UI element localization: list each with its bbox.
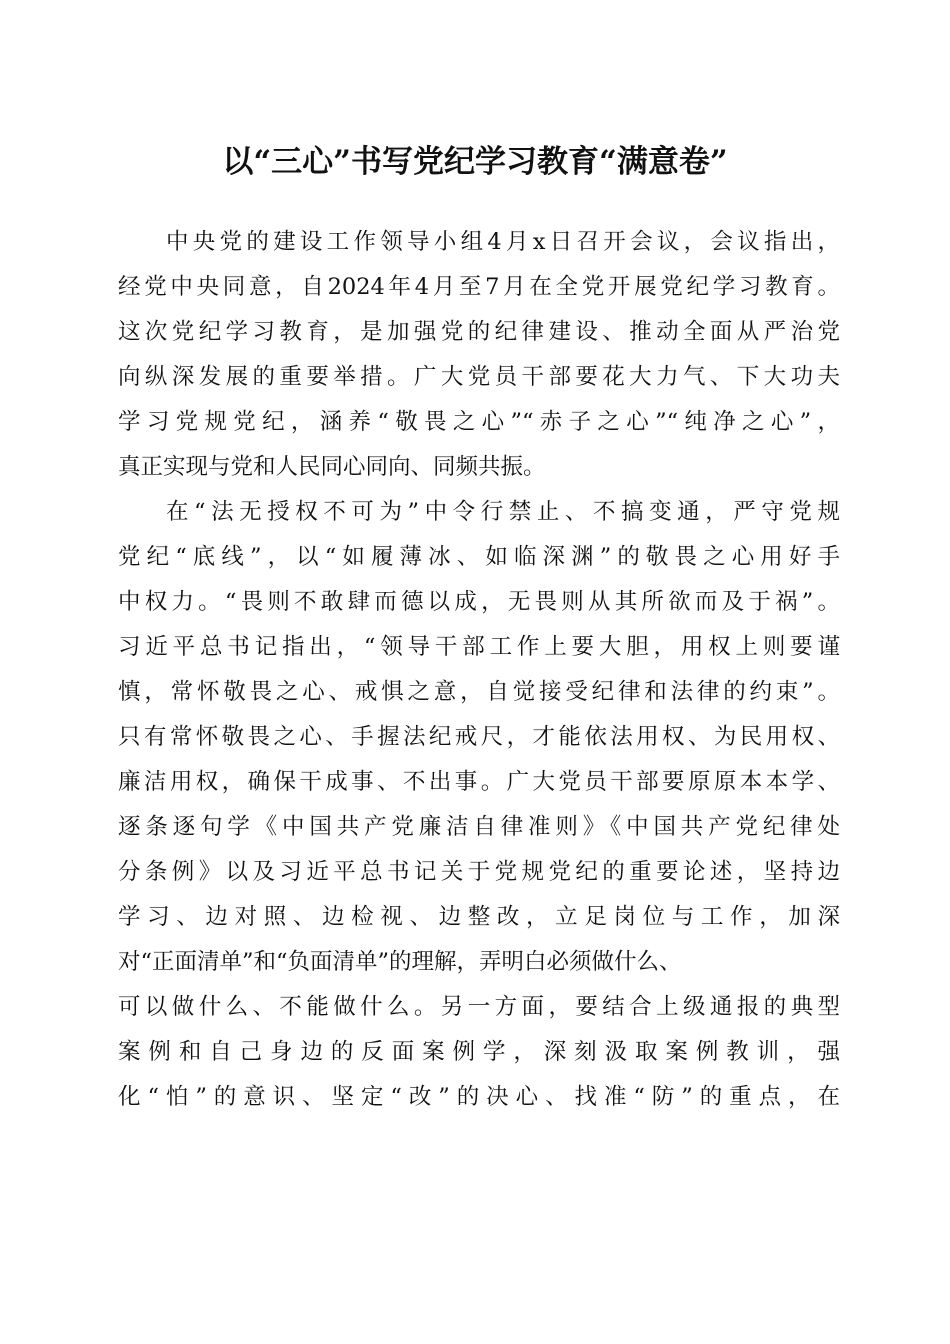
paragraph-line: 廉洁用权，确保干成事、不出事。广大党员干部要原原本本学、 xyxy=(118,769,840,795)
paragraph-line: 习近平总书记指出，“领导干部工作上要大胆，用权上则要谨 xyxy=(118,634,840,660)
paragraph-line: 这次党纪学习教育，是加强党的纪律建设、推动全面从严治党 xyxy=(118,319,840,345)
paragraph-line: 慎，常怀敬畏之心、戒惧之意，自觉接受纪律和法律的约束”。 xyxy=(118,679,840,705)
paragraph-line: 学习党规党纪，涵养“敬畏之心”“赤子之心”“纯净之心”， xyxy=(118,409,840,435)
paragraph-2 xyxy=(118,490,840,1120)
paragraph-1 xyxy=(118,220,840,490)
paragraph-line: 对“正面清单”和“负面清单”的理解，弄明白必须做什么、 xyxy=(118,949,682,975)
paragraph-line: 分条例》以及习近平总书记关于党规党纪的重要论述，坚持边 xyxy=(118,859,840,885)
paragraph-line: 逐条逐句学《中国共产党廉洁自律准则》《中国共产党纪律处 xyxy=(118,814,840,840)
paragraph-line: 经党中央同意，自2024年4月至7月在全党开展党纪学习教育。 xyxy=(118,274,840,300)
paragraph-line: 在“法无授权不可为”中令行禁止、不搞变通，严守党规 xyxy=(166,499,840,525)
paragraph-line: 可以做什么、不能做什么。另一方面，要结合上级通报的典型 xyxy=(118,994,840,1020)
paragraph-line: 中央党的建设工作领导小组4月x日召开会议，会议指出， xyxy=(166,229,840,255)
paragraph-line: 真正实现与党和人民同心同向、同频共振。 xyxy=(118,454,546,480)
paragraph-line: 中权力。“畏则不敢肆而德以成，无畏则从其所欲而及于祸”。 xyxy=(118,589,840,615)
document-title: 以“三心”书写党纪学习教育“满意卷” xyxy=(222,144,728,180)
paragraph-line: 案例和自己身边的反面案例学，深刻汲取案例教训，强 xyxy=(118,1039,840,1065)
document-body xyxy=(118,220,840,1120)
paragraph-line: 化“怕”的意识、坚定“改”的决心、找准“防”的重点，在 xyxy=(118,1084,840,1110)
paragraph-line: 只有常怀敬畏之心、手握法纪戒尺，才能依法用权、为民用权、 xyxy=(118,724,840,750)
paragraph-line: 党纪“底线”，以“如履薄冰、如临深渊”的敬畏之心用好手 xyxy=(118,544,840,570)
paragraph-line: 学习、边对照、边检视、边整改，立足岗位与工作，加深 xyxy=(118,904,840,930)
paragraph-line: 向纵深发展的重要举措。广大党员干部要花大力气、下大功夫 xyxy=(118,364,840,390)
